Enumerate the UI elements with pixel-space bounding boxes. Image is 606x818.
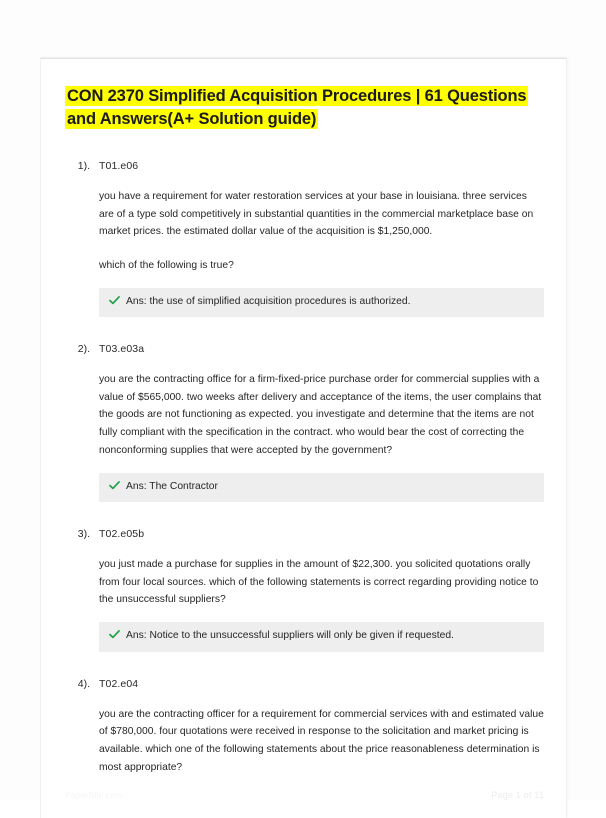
check-icon — [109, 480, 120, 490]
question-paragraph: you have a requirement for water restoration services at your base in louisiana. three services are of a type sold competitively in substantial quantities in the commercial marketplace base on market prices. the estimated dollar value of the acquisition is $1,250,000. — [99, 190, 534, 238]
answer-box — [99, 473, 544, 502]
question-block — [65, 528, 544, 652]
page-content — [41, 59, 566, 776]
check-icon — [109, 295, 120, 305]
question-body — [99, 371, 544, 460]
question-paragraph: you just made a purchase for supplies in the amount of $22,300. you solicited quotations orally from four local sources. which of the following statements is correct regarding providing notice to the unsuccessful suppliers? — [99, 558, 539, 606]
answer-text: Ans: Notice to the unsuccessful suppliers will only be given if requested. — [126, 630, 454, 642]
question-block — [65, 678, 544, 777]
question-code: T03.e03a — [99, 343, 145, 356]
question-code: T02.e04 — [99, 677, 139, 690]
question-number: 1). — [77, 159, 90, 172]
question-body — [99, 556, 544, 609]
answer-text: Ans: the use of simplified acquisition procedures is authorized. — [126, 295, 411, 307]
answer-box — [99, 288, 544, 317]
page-title — [65, 85, 544, 132]
question-header — [65, 528, 544, 540]
answer-box — [99, 622, 544, 651]
page-footer — [65, 790, 544, 800]
question-body — [99, 188, 544, 275]
question-header — [65, 160, 544, 172]
page-title-highlight: CON 2370 Simplified Acquisition Procedures | 61 Questions and Answers(A+ Solution guide) — [67, 87, 527, 129]
question-header — [65, 343, 544, 355]
question-paragraph: you are the contracting office for a firm-fixed-price purchase order for commercial supplies with a value of $565,000. two weeks after delivery and acceptance of the items, the user complains that the goods are not functioning as expected. you investigate and determine that the items are not fully compliant with the specification in the contract. who would bear the cost of correcting the nonconforming supplies that were accepted by the government? — [99, 374, 542, 456]
answer-text: Ans: The Contractor — [126, 480, 218, 492]
question-paragraph: which of the following is true? — [99, 259, 234, 271]
page-sheet — [41, 58, 566, 818]
footer-watermark: PaperSlic.com — [65, 790, 123, 800]
question-block — [65, 160, 544, 317]
footer-page-number: Page 1 of 11 — [491, 790, 544, 800]
question-paragraph: you are the contracting officer for a requirement for commercial services with and estimated value of $780,000. four quotations were received in response to the solicitation and market pricing is available. which one of the following statements about the price reasonableness determination is most appropriate? — [99, 708, 544, 773]
question-number: 2). — [77, 343, 90, 356]
question-number: 4). — [77, 677, 90, 690]
question-body — [99, 706, 544, 777]
question-header — [65, 678, 544, 690]
questions-list — [65, 160, 544, 776]
question-code: T01.e06 — [99, 159, 139, 172]
question-block — [65, 343, 544, 502]
question-code: T02.e05b — [99, 527, 145, 540]
question-number: 3). — [77, 527, 90, 540]
check-icon — [109, 629, 120, 639]
